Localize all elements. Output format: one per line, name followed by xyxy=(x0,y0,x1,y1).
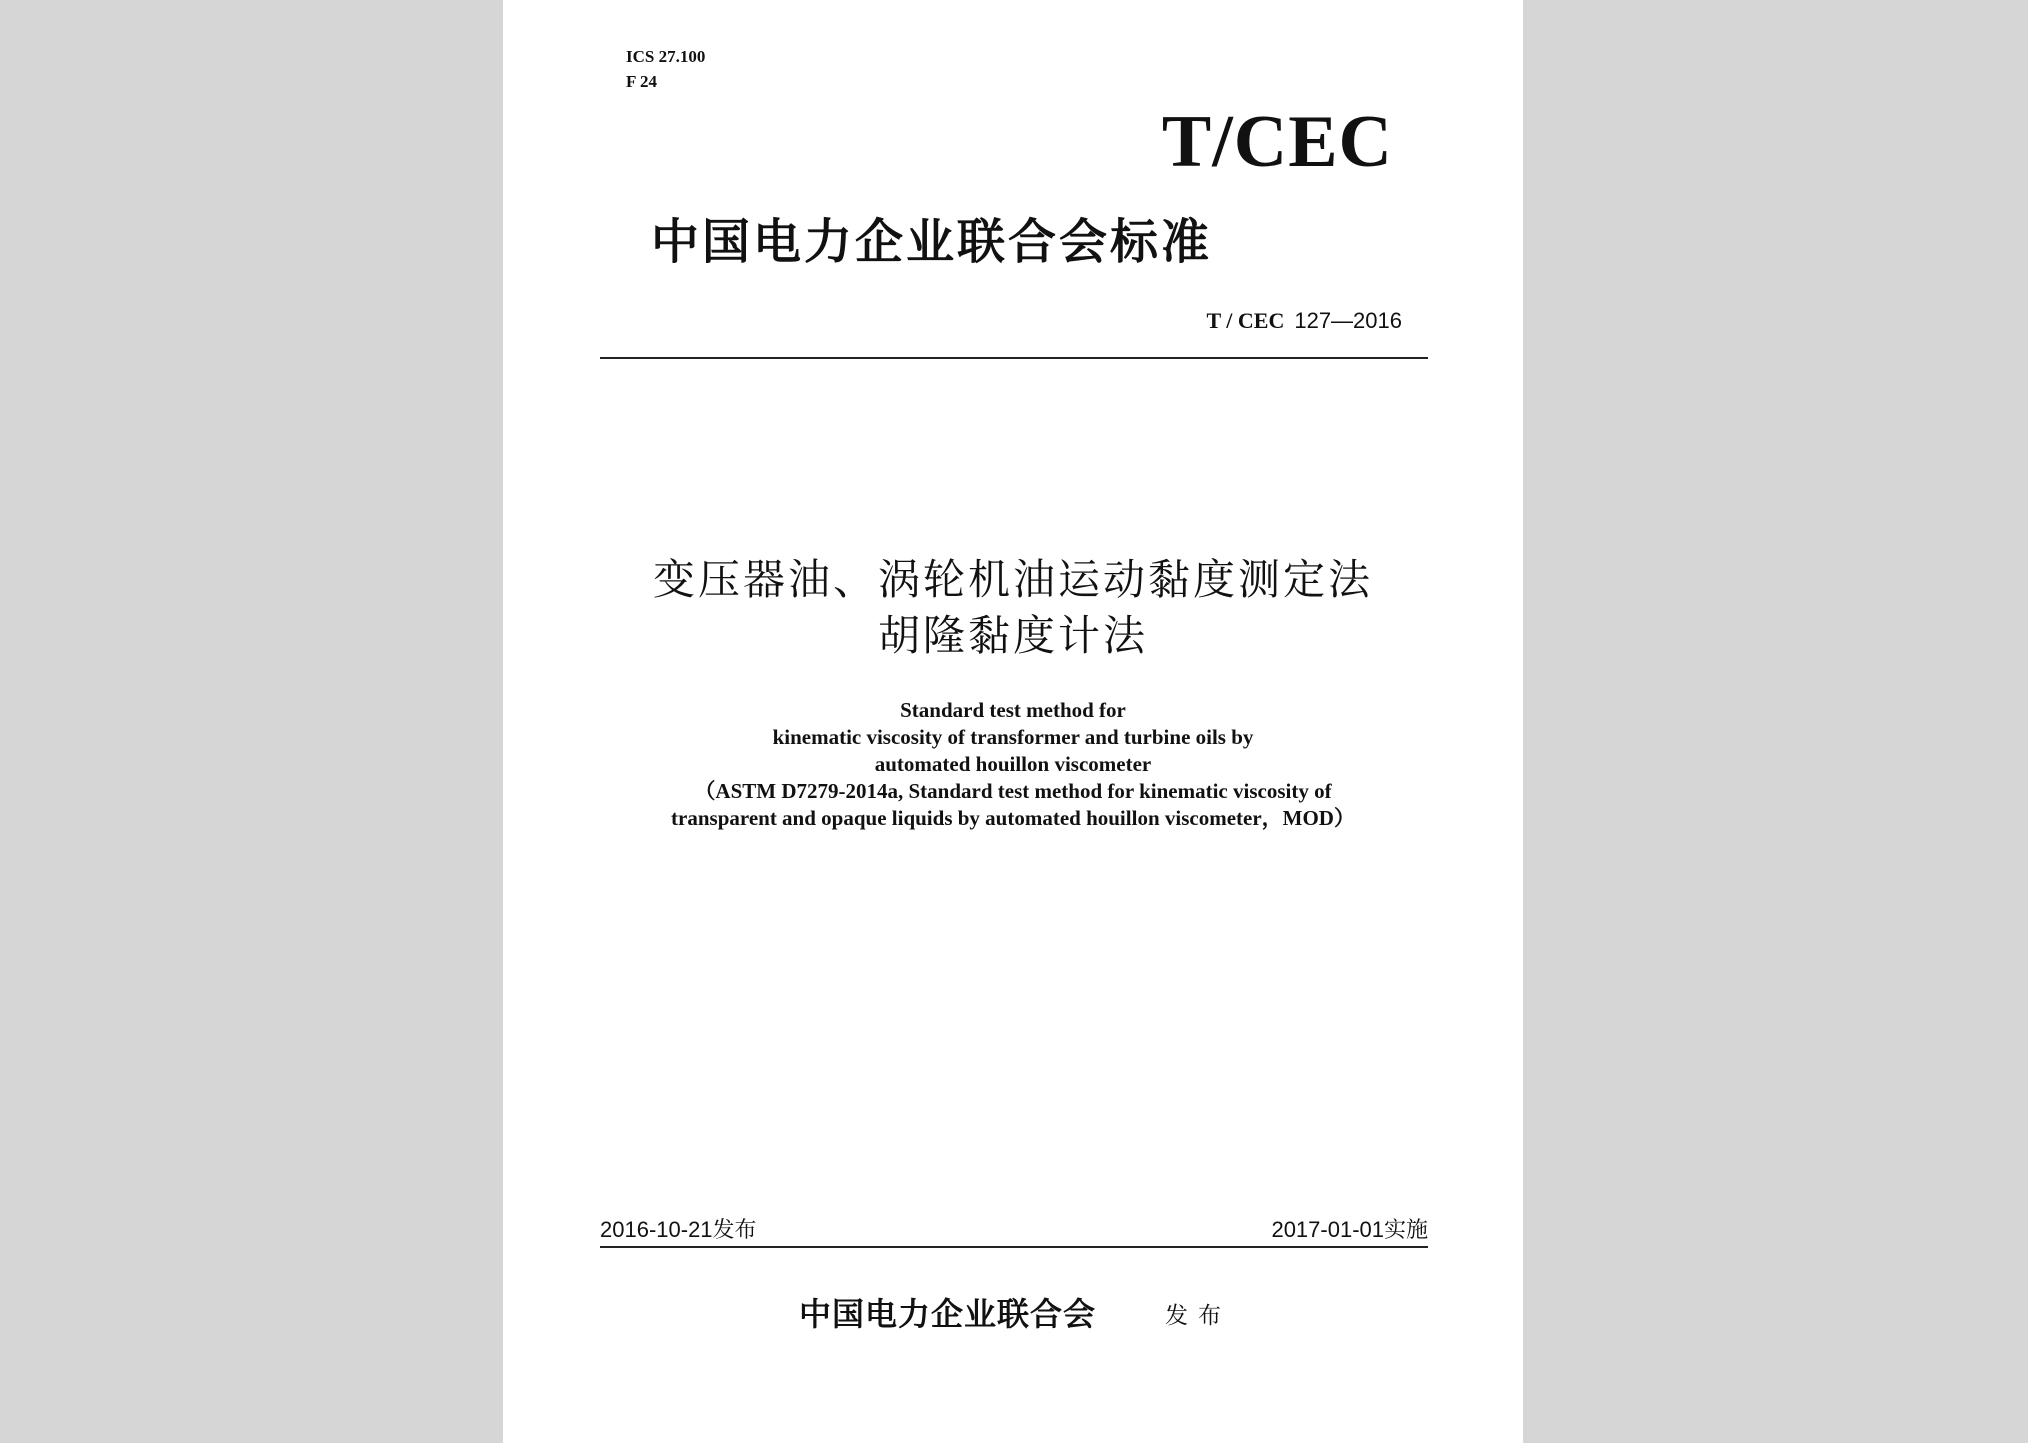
title-chinese-line-1: 变压器油、涡轮机油运动黏度测定法 xyxy=(652,555,1373,604)
footer-divider xyxy=(600,1246,1428,1248)
title-english-line-1: Standard test method for xyxy=(900,698,1126,722)
issue-date: 2016-10-21发布 xyxy=(600,1217,757,1242)
organization-standard-title: 中国电力企业联合会标准 xyxy=(651,214,1213,270)
publisher-name: 中国电力企业联合会 xyxy=(799,1295,1097,1333)
header-divider xyxy=(600,357,1428,359)
title-english-line-4: （ASTM D7279-2014a, Standard test method for kinematic viscosity of xyxy=(694,779,1332,803)
title-chinese-line-2: 胡隆黏度计法 xyxy=(877,611,1148,660)
standard-number-value: 127—2016 xyxy=(1294,308,1402,333)
title-english-line-3: automated houillon viscometer xyxy=(874,752,1152,776)
ics-code: ICS 27.100 xyxy=(626,47,706,66)
cover-page xyxy=(503,0,1523,1443)
standard-number-prefix: T / CEC xyxy=(1206,308,1285,333)
publish-label: 发布 xyxy=(1165,1303,1231,1329)
title-english-line-5: transparent and opaque liquids by automated houillon viscometer，MOD） xyxy=(671,806,1355,830)
standard-number xyxy=(1207,308,1403,334)
classification-code: F 24 xyxy=(626,72,658,91)
implementation-date: 2017-01-01实施 xyxy=(1271,1217,1428,1242)
title-english-line-2: kinematic viscosity of transformer and turbine oils by xyxy=(772,725,1254,749)
standard-brand: T/CEC xyxy=(1161,101,1393,183)
